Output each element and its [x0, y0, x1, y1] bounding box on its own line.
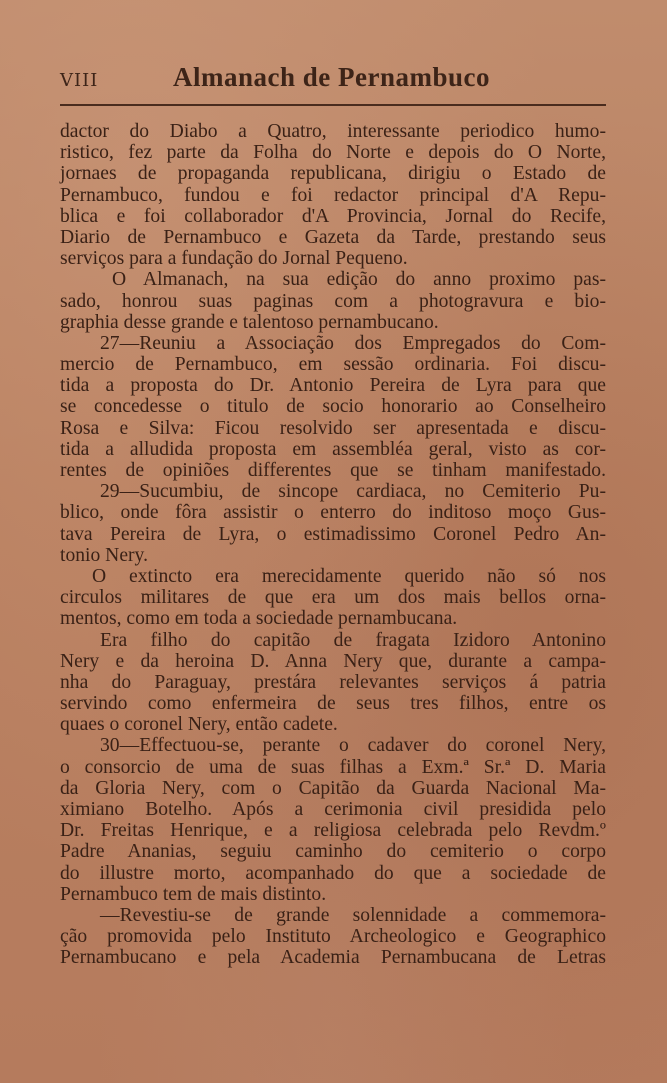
text-line: quaes o coronel Nery, então cadete.	[60, 714, 338, 736]
text-line: o consorcio de uma de suas filhas a Exm.ª Sr.ª D. Maria	[60, 756, 606, 778]
text-line: Rosa e Silva: Ficou resolvido ser apresentada e discu-	[60, 417, 606, 439]
text-line: Pernambucano e pela Academia Pernambucana de Letras	[60, 947, 606, 969]
header-rule	[60, 104, 606, 106]
text-line: 30—Effectuou-se, perante o cadaver do coronel Nery,	[100, 735, 606, 757]
text-line: do illustre morto, acompanhado do que a sociedade de	[60, 862, 606, 884]
text-line: tida a alludida proposta em assembléa geral, visto as cor-	[60, 438, 606, 460]
text-line: se concedesse o titulo de socio honorario ao Conselheiro	[60, 396, 606, 418]
text-line: —Revestiu-se de grande solennidade a commemora-	[100, 904, 606, 926]
text-line: blico, onde fôra assistir o enterro do inditoso moço Gus-	[60, 502, 606, 524]
text-line: da Gloria Nery, com o Capitão da Guarda Nacional Ma-	[60, 777, 606, 799]
text-line: sado, honrou suas paginas com a photogravura e bio-	[60, 290, 606, 312]
text-line: Nery e da heroina D. Anna Nery que, durante a campa-	[60, 650, 606, 672]
text-line: mercio de Pernambuco, em sessão ordinaria. Foi discu-	[60, 354, 606, 376]
text-line: tava Pereira de Lyra, o estimadissimo Coronel Pedro An-	[60, 523, 606, 545]
text-line: Pernambuco tem de mais distinto.	[60, 883, 327, 905]
text-line: jornaes de propaganda republicana, dirigiu o Estado de	[60, 163, 606, 185]
text-line: circulos militares de que era um dos mais bellos orna-	[60, 587, 606, 609]
text-line: Era filho do capitão de fragata Izidoro Antonino	[100, 629, 606, 651]
page-header	[60, 62, 606, 102]
text-line: mentos, como em toda a sociedade pernambucana.	[60, 608, 458, 630]
text-line: O extincto era merecidamente querido não só nos	[92, 565, 606, 587]
text-line: O Almanach, na sua edição do anno proximo pas-	[112, 269, 606, 291]
text-line: dactor do Diabo a Quatro, interessante periodico humo-	[60, 121, 606, 142]
text-line: nha do Paraguay, prestára relevantes serviços á patria	[60, 671, 606, 693]
text-line: rentes de opiniões differentes que se tinham manifestado.	[60, 460, 606, 481]
text-line: 29—Sucumbiu, de sincope cardiaca, no Cemiterio Pu-	[100, 481, 606, 503]
page-number: VIII	[60, 70, 99, 91]
text-line: 27—Reuniu a Associação dos Empregados do Com-	[100, 332, 606, 354]
text-line: blica e foi collaborador d'A Provincia, Jornal do Recife,	[60, 205, 606, 227]
text-line: graphia desse grande e talentoso pernambucano.	[60, 311, 439, 333]
text-line: ximiano Botelho. Após a cerimonia civil presidida pelo	[60, 799, 606, 820]
text-line: tonio Nery.	[60, 544, 148, 566]
text-line: ristico, fez parte da Folha do Norte e depois do O Norte,	[60, 142, 606, 164]
text-line: Pernambuco, fundou e foi redactor principal d'A Repu-	[60, 184, 606, 206]
running-title: Almanach de Pernambuco	[173, 62, 490, 92]
text-line: servindo como enfermeira de seus tres filhos, entre os	[60, 693, 606, 715]
text-line: serviços para a fundação do Jornal Pequeno.	[60, 248, 408, 270]
text-line: Diario de Pernambuco e Gazeta da Tarde, prestando seus	[60, 226, 606, 248]
body-text	[60, 121, 606, 969]
text-line: Dr. Freitas Henrique, e a religiosa celebrada pelo Revdm.º	[60, 820, 606, 842]
text-line: ção promovida pelo Instituto Archeologico e Geographico	[60, 926, 606, 948]
text-line: tida a proposta do Dr. Antonio Pereira de Lyra para que	[60, 375, 606, 397]
text-line: Padre Ananias, seguiu caminho do cemiterio o corpo	[60, 841, 606, 863]
